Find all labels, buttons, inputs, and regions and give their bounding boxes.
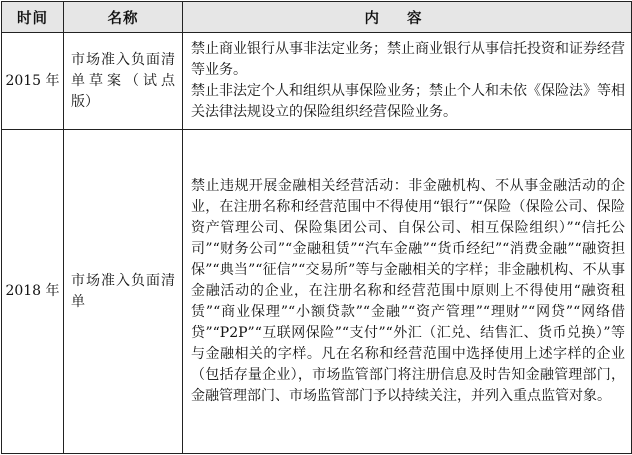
header-time: 时间 xyxy=(2,2,64,33)
content-paragraph: 禁止非法定个人和组织从事保险业务；禁止个人和未依《保险法》等相关法律法规设立的保险组织经营保险业务。 xyxy=(191,83,625,121)
content-cell xyxy=(183,130,632,454)
header-name: 名称 xyxy=(64,2,183,33)
year-cell: 2018 年 xyxy=(2,130,64,454)
content-paragraph: 禁止违规开展金融相关经营活动：非金融机构、不从事金融活动的企业，在注册名称和经营范围中不得使用“银行”“保险（保险公司、保险资产管理公司、保险集团公司、自保公司、相互保险组织）”“信托公司”“财务公司”“金融租赁”“汽车金融”“货币经纪”“消费金融”“融资担保”“典当”“征信”“交易所”等与金融相关的字样；非金融机构、不从事金融活动的企业，在注册名称和经营范围中原则上不得使用“融资租赁”“商业保理”“小额贷款”“金融”“资产管理”“理财”“网贷”“网络借贷”“P2P”“互联网保险”“支付”“外汇（汇兑、结售汇、货币兑换）”等与金融相关的字样。凡在名称和经营范围中选择使用上述字样的企业（包括存量企业），市场监管部门将注册信息及时告知金融管理部门，金融管理部门、市场监管部门予以持续关注，并列入重点监管对象。 xyxy=(191,178,625,405)
table-row xyxy=(2,130,632,454)
header-content: 内容 xyxy=(183,2,632,33)
content-paragraph: 禁止商业银行从事非法定业务；禁止商业银行从事信托投资和证券经营等业务。 xyxy=(191,41,625,79)
year-cell: 2015 年 xyxy=(2,33,64,130)
table-row xyxy=(2,33,632,130)
name-cell: 市场准入负面清单草案（试点版） xyxy=(64,33,183,130)
header-row xyxy=(2,2,632,33)
content-cell xyxy=(183,33,632,130)
regulation-table xyxy=(1,1,632,454)
name-cell: 市场准入负面清单 xyxy=(64,130,183,454)
